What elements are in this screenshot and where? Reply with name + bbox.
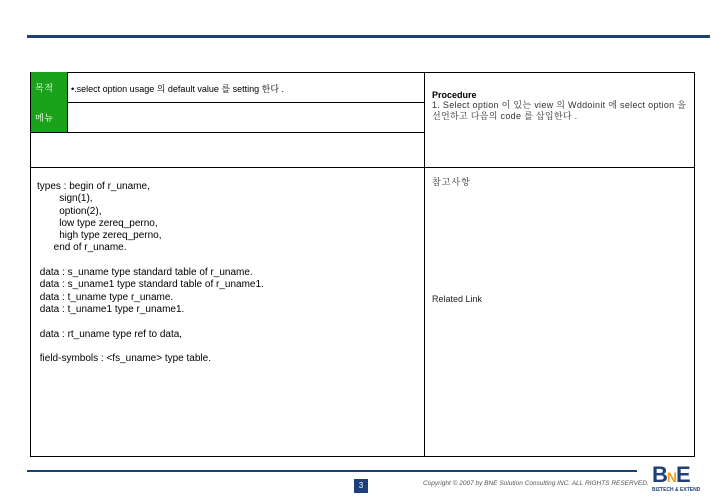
logo-tagline: BIZTECH & EXTEND	[652, 487, 701, 493]
menu-label-cell	[31, 102, 67, 132]
row-divider-purpose	[30, 102, 424, 103]
procedure-title: Procedure	[432, 90, 477, 100]
purpose-cell-divider	[67, 72, 68, 102]
row-divider-menu	[30, 132, 424, 133]
reference-title: 참고사항	[432, 177, 471, 187]
related-link-title: Related Link	[432, 294, 483, 304]
row-divider-body	[30, 167, 695, 168]
page-number: 3	[354, 479, 368, 493]
purpose-text: •.select option usage 의 default value 를 setting 한다 .	[71, 84, 285, 94]
bne-logo-letters	[652, 462, 690, 488]
purpose-label-cell	[31, 72, 67, 102]
abap-code-block: types : begin of r_uname, sign(1), option(2), low type zereq_perno, high type zereq_perno, end of r_uname. data : s_uname type standard table of r_uname. data : s_uname1 type standard table of r_uname1. data : t_uname type r_uname. data : t_uname1 type r_uname1. data : rt_uname type ref to data, field-symbols : <fs_uname> type table.	[37, 181, 264, 365]
logo-letter-e: E	[676, 462, 690, 487]
bottom-rule	[27, 470, 637, 472]
procedure-body: 1. Select option 이 있는 view 의 Wddoinit 에 select option 을 선언하고 다음의 code 를 삽입한다 .	[432, 100, 687, 121]
copyright-text: Copyright © 2007 by BNE Solution Consulting INC. ALL RIGHTS RESERVED.	[423, 480, 649, 487]
logo-letter-n: N	[666, 469, 677, 485]
logo-letter-b: B	[652, 462, 667, 487]
bne-logo	[652, 462, 712, 496]
column-divider	[424, 72, 425, 457]
top-rule	[27, 35, 710, 38]
menu-label: 메뉴	[35, 113, 54, 123]
purpose-label: 목적	[35, 83, 54, 93]
menu-cell-divider	[67, 102, 68, 132]
